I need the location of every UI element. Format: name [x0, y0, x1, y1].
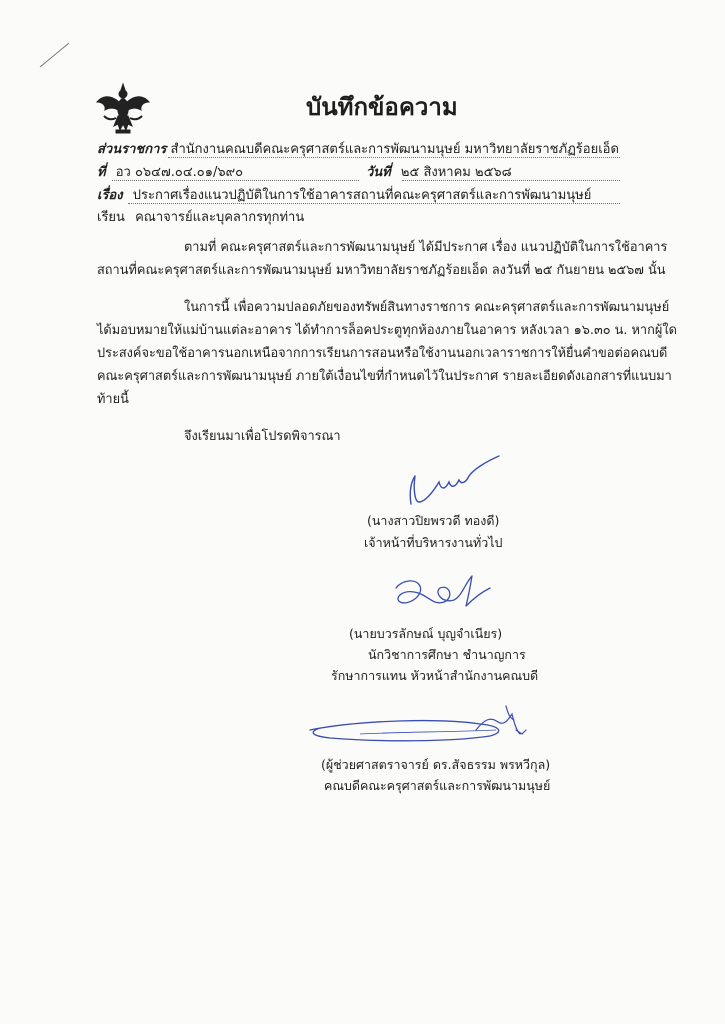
scan-mark — [38, 40, 72, 70]
body-paragraph-2-line-4: คณะครุศาสตร์และการพัฒนามนุษย์ ภายใต้เงื่อนไขที่กำหนดไว้ในประกาศ รายละเอียดดังเอกสารที่แนบมา — [97, 369, 672, 384]
subject-label: เรื่อง — [97, 188, 123, 203]
signer-3-name: (ผู้ช่วยศาสตราจารย์ ดร.สัจธรรม พรหวีกุล) — [321, 757, 551, 772]
handwritten-signature-3 — [300, 696, 540, 754]
garuda-emblem-icon — [94, 80, 152, 138]
date-value: ๒๕ สิงหาคม ๒๕๖๘ — [400, 165, 512, 180]
dotted-line — [128, 203, 620, 204]
date-row — [366, 161, 512, 182]
to-label: เรียน — [97, 210, 125, 225]
dotted-line — [112, 180, 359, 181]
agency-value: สำนักงานคณบดีคณะครุศาสตร์และการพัฒนามนุษย์ มหาวิทยาลัยราชภัฏร้อยเอ็ด — [170, 142, 619, 157]
handwritten-signature-1 — [395, 446, 510, 516]
signer-1-name: (นางสาวปิยพรวดี ทองดี) — [367, 513, 500, 528]
memo-title: บันทึกข้อความ — [306, 93, 458, 121]
body-paragraph-2-line-5: ท้ายนี้ — [97, 392, 129, 407]
body-paragraph-2-line-1: ในการนี้ เพื่อความปลอดภัยของทรัพย์สินทางราชการ คณะครุศาสตร์และการพัฒนามนุษย์ — [184, 300, 670, 315]
date-label: วันที่ — [366, 165, 391, 180]
body-paragraph-1-line-1: ตามที่ คณะครุศาสตร์และการพัฒนามนุษย์ ได้มีประกาศ เรื่อง แนวปฏิบัติในการใช้อาคาร — [184, 240, 668, 255]
to-value: คณาจารย์และบุคลากรทุกท่าน — [135, 210, 305, 225]
signer-3-position: คณบดีคณะครุศาสตร์และการพัฒนามนุษย์ — [324, 778, 551, 793]
ref-row — [97, 161, 243, 182]
ref-value: อว ๐๖๔๗.๐๔.๐๑/๖๙๐ — [115, 165, 244, 180]
agency-label: ส่วนราชการ — [97, 142, 167, 157]
body-paragraph-2-line-2: ได้มอบหมายให้แม่บ้านแต่ละอาคาร ได้ทำการล็อคประตูทุกห้องภายในอาคาร หลังเวลา ๑๖.๓๐ น. หากผู้ใด — [97, 323, 677, 338]
signer-2-name: (นายบวรลักษณ์ บุญจำเนียร) — [349, 626, 503, 641]
to-row — [97, 206, 304, 227]
body-paragraph-1-line-2: สถานที่คณะครุศาสตร์และการพัฒนามนุษย์ มหาวิทยาลัยราชภัฏร้อยเอ็ด ลงวันที่ ๒๕ กันยายน ๒๕๖๗ นั้น — [97, 263, 666, 278]
closing-text: จึงเรียนมาเพื่อโปรดพิจารณา — [184, 429, 341, 444]
dotted-line — [402, 180, 620, 181]
signer-2-position: นักวิชาการศึกษา ชำนาญการ — [368, 647, 526, 662]
subject-row — [97, 184, 591, 205]
agency-row — [97, 138, 619, 159]
ref-label: ที่ — [97, 165, 106, 180]
signer-2-acting-position: รักษาการแทน หัวหน้าสำนักงานคณบดี — [331, 668, 539, 683]
subject-value: ประกาศเรื่องแนวปฏิบัติในการใช้อาคารสถานที่คณะครุศาสตร์และการพัฒนามนุษย์ — [132, 188, 592, 203]
signer-1-position: เจ้าหน้าที่บริหารงานทั่วไป — [364, 535, 503, 550]
handwritten-signature-2 — [388, 562, 498, 620]
dotted-line — [168, 157, 620, 158]
body-paragraph-2-line-3: ประสงค์จะขอใช้อาคารนอกเหนือจากการเรียนการสอนหรือใช้งานนอกเวลาราชการให้ยื่นคำขอต่อคณบดี — [97, 346, 668, 361]
